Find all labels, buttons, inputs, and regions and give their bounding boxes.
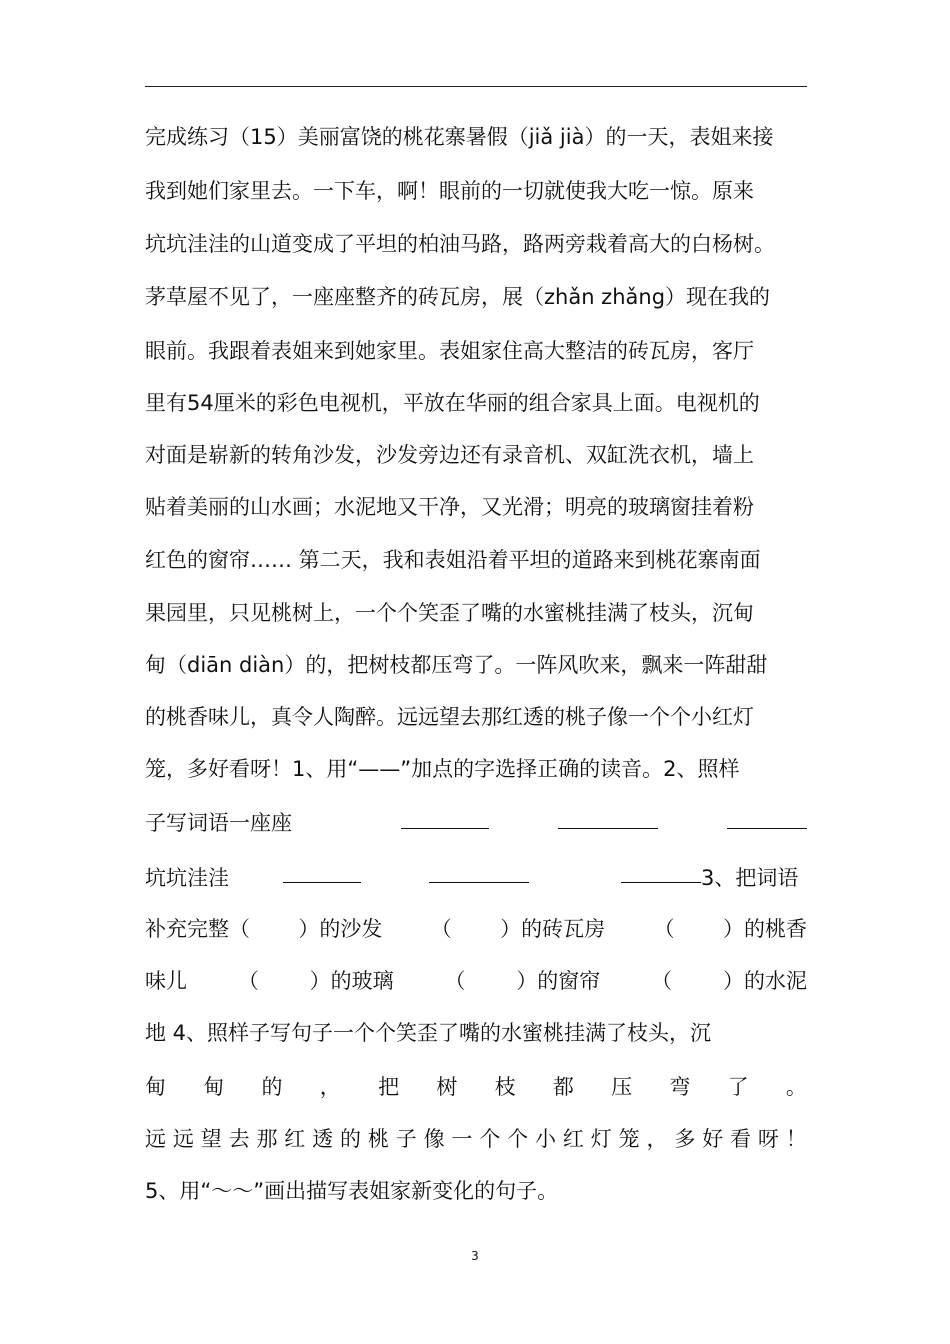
text-segment: 树 bbox=[436, 1075, 458, 1099]
text-segment: ， bbox=[646, 1127, 668, 1151]
q3-row1 bbox=[145, 912, 807, 946]
passage-line: 红色的窗帘…… 第二天，我和表姐沿着平坦的道路来到桃花寨南面 bbox=[145, 548, 761, 572]
passage-line: 我到她们家里去。一下车，啊！眼前的一切就使我大吃一惊。原来 bbox=[145, 179, 754, 203]
passage-line: 笼，多好看呀！1、用“——”加点的字选择正确的读音。2、照样 bbox=[145, 757, 740, 781]
answer-blank[interactable] bbox=[558, 806, 658, 829]
q2-row1 bbox=[145, 806, 807, 840]
text-segment: 甸 bbox=[145, 1075, 166, 1099]
text-segment: 透 bbox=[312, 1127, 334, 1151]
text-segment: 去 bbox=[228, 1127, 250, 1151]
text-segment: 桃 bbox=[367, 1127, 389, 1151]
passage-line: 里有54厘米的彩色电视机，平放在华丽的组合家具上面。电视机的 bbox=[145, 391, 760, 415]
q3-heading: 3、把词语 bbox=[701, 866, 799, 890]
text-segment: ）的桃香 bbox=[722, 917, 807, 941]
passage-line: 果园里，只见桃树上，一个个笑歪了嘴的水蜜桃挂满了枝头，沉甸 bbox=[145, 601, 754, 625]
passage-line: 眼前。我跟着表姐来到她家里。表姐家住高大整洁的砖瓦房，客厅 bbox=[145, 339, 754, 363]
q3-row2 bbox=[145, 964, 807, 998]
text-segment: 把 bbox=[378, 1075, 400, 1099]
text-segment: 甸 bbox=[203, 1075, 225, 1099]
text-segment: 。 bbox=[785, 1075, 807, 1099]
q2-row2 bbox=[145, 860, 807, 894]
passage-line: 完成练习（15）美丽富饶的桃花寨暑假（jiǎ jià）的一天，表姐来接 bbox=[145, 125, 774, 149]
answer-blank[interactable] bbox=[401, 806, 489, 829]
q4-row1: 地 4、照样子写句子一个个笑歪了嘴的水蜜桃挂满了枝头，沉 bbox=[145, 1021, 712, 1045]
text-segment: 好 bbox=[702, 1127, 724, 1151]
text-segment: 味儿 bbox=[145, 969, 187, 993]
q2-row2-text: 坑坑洼洼 bbox=[145, 866, 229, 890]
text-segment: 的 bbox=[340, 1127, 362, 1151]
text-segment: 看 bbox=[730, 1127, 752, 1151]
text-segment: 红 bbox=[562, 1127, 584, 1151]
text-segment: 远 bbox=[172, 1127, 194, 1151]
text-segment: ）的玻璃 bbox=[309, 969, 394, 993]
text-segment: 望 bbox=[200, 1127, 222, 1151]
header-rule bbox=[145, 86, 807, 87]
text-segment: 灯 bbox=[590, 1127, 612, 1151]
q4-row3 bbox=[145, 1122, 807, 1156]
text-segment: 一 bbox=[451, 1127, 473, 1151]
passage-line: 对面是崭新的转角沙发，沙发旁边还有录音机、双缸洗衣机，墙上 bbox=[145, 443, 754, 467]
answer-blank[interactable] bbox=[727, 806, 807, 829]
text-segment: 红 bbox=[284, 1127, 306, 1151]
passage-line: 甸（diān diàn）的，把树枝都压弯了。一阵风吹来，飘来一阵甜甜 bbox=[145, 653, 768, 677]
text-segment: 那 bbox=[256, 1127, 278, 1151]
q2-row1-text: 子写词语一座座 bbox=[145, 811, 292, 835]
text-segment: ）的窗帘 bbox=[516, 969, 601, 993]
passage-line: 贴着美丽的山水画；水泥地又干净，又光滑；明亮的玻璃窗挂着粉 bbox=[145, 495, 754, 519]
text-segment: ）的砖瓦房 bbox=[500, 917, 606, 941]
text-segment: 像 bbox=[423, 1127, 445, 1151]
answer-blank[interactable] bbox=[429, 860, 529, 883]
passage-line: 的桃香味儿，真令人陶醉。远远望去那红透的桃子像一个个小红灯 bbox=[145, 705, 754, 729]
text-segment: （ bbox=[237, 969, 259, 993]
passage-line: 茅草屋不见了，一座座整齐的砖瓦房，展（zhǎn zhǎng）现在我的 bbox=[145, 285, 771, 309]
page-number: 3 bbox=[471, 1249, 479, 1263]
text-segment: （ bbox=[430, 917, 452, 941]
text-segment: 呀 bbox=[757, 1127, 779, 1151]
text-segment: （ bbox=[444, 969, 466, 993]
text-segment: ）的沙发 bbox=[298, 917, 383, 941]
text-segment: （ bbox=[653, 917, 675, 941]
text-segment: 都 bbox=[552, 1075, 574, 1099]
text-segment: ）的水泥 bbox=[722, 969, 807, 993]
q5-line: 5、用“～～”画出描写表姐家新变化的句子。 bbox=[145, 1179, 559, 1203]
text-segment: 补充完整（ bbox=[145, 917, 250, 941]
text-segment: 个 bbox=[479, 1127, 501, 1151]
text-segment: 个 bbox=[507, 1127, 529, 1151]
passage-line: 坑坑洼洼的山道变成了平坦的柏油马路，路两旁栽着高大的白杨树。 bbox=[145, 232, 775, 256]
text-segment: 笼 bbox=[618, 1127, 640, 1151]
text-segment: 小 bbox=[535, 1127, 557, 1151]
text-segment: ， bbox=[319, 1075, 341, 1099]
text-segment: 压 bbox=[611, 1075, 633, 1099]
text-segment: 远 bbox=[145, 1127, 166, 1151]
text-segment: 了 bbox=[727, 1075, 749, 1099]
answer-blank[interactable] bbox=[283, 860, 361, 883]
text-segment: 的 bbox=[261, 1075, 283, 1099]
answer-blank[interactable] bbox=[621, 860, 701, 883]
text-segment: 多 bbox=[674, 1127, 696, 1151]
text-segment: 弯 bbox=[669, 1075, 691, 1099]
text-segment: （ bbox=[651, 969, 673, 993]
text-segment: 子 bbox=[395, 1127, 417, 1151]
text-segment: 枝 bbox=[494, 1075, 516, 1099]
text-segment: ！ bbox=[785, 1127, 807, 1151]
q4-row2 bbox=[145, 1070, 807, 1104]
